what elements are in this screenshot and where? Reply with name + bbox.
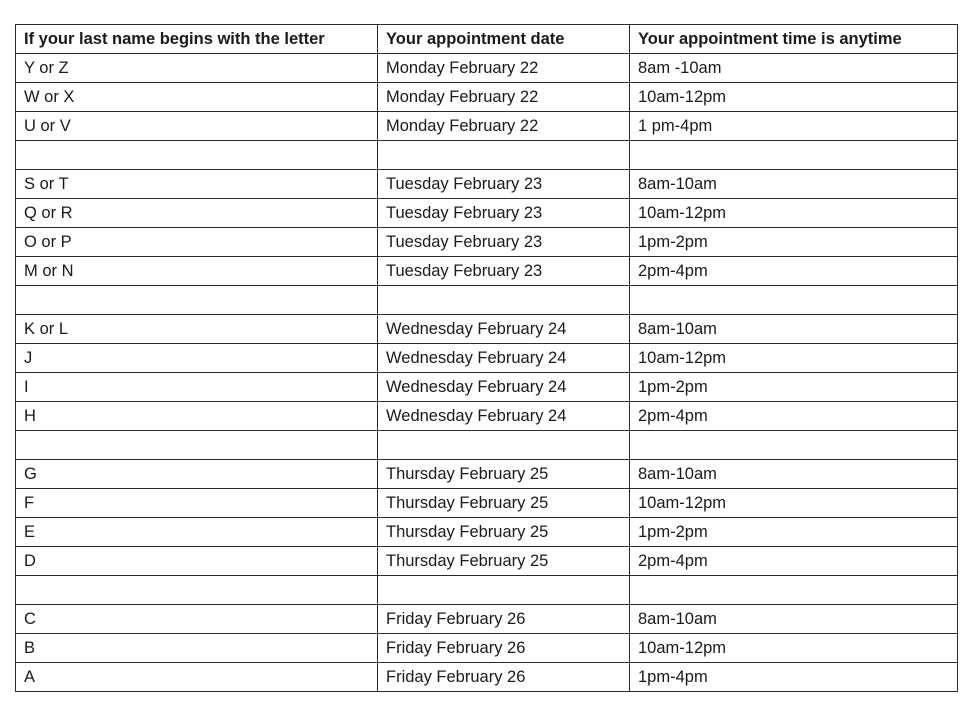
table-body bbox=[16, 54, 958, 692]
table-row bbox=[16, 199, 958, 228]
cell-date: Tuesday February 23 bbox=[378, 170, 630, 199]
cell-date: Monday February 22 bbox=[378, 83, 630, 112]
cell-time bbox=[630, 431, 958, 460]
table-row bbox=[16, 112, 958, 141]
spacer-row bbox=[16, 431, 958, 460]
cell-time bbox=[630, 286, 958, 315]
table-row bbox=[16, 83, 958, 112]
cell-letters: O or P bbox=[16, 228, 378, 257]
cell-letters: S or T bbox=[16, 170, 378, 199]
cell-time bbox=[630, 576, 958, 605]
cell-time: 1pm-2pm bbox=[630, 518, 958, 547]
cell-date: Monday February 22 bbox=[378, 112, 630, 141]
header-appointment-time: Your appointment time is anytime bbox=[630, 25, 958, 54]
table-row bbox=[16, 257, 958, 286]
cell-time: 8am-10am bbox=[630, 605, 958, 634]
cell-time: 2pm-4pm bbox=[630, 547, 958, 576]
cell-time: 8am -10am bbox=[630, 54, 958, 83]
table-row bbox=[16, 373, 958, 402]
cell-date: Tuesday February 23 bbox=[378, 228, 630, 257]
header-row bbox=[16, 25, 958, 54]
table-row bbox=[16, 460, 958, 489]
cell-date: Tuesday February 23 bbox=[378, 199, 630, 228]
cell-date: Thursday February 25 bbox=[378, 489, 630, 518]
cell-letters: M or N bbox=[16, 257, 378, 286]
table-row bbox=[16, 170, 958, 199]
cell-time: 10am-12pm bbox=[630, 83, 958, 112]
cell-letters: F bbox=[16, 489, 378, 518]
table-row bbox=[16, 489, 958, 518]
cell-date bbox=[378, 431, 630, 460]
cell-letters: D bbox=[16, 547, 378, 576]
appointment-schedule-table bbox=[15, 24, 958, 692]
cell-letters: C bbox=[16, 605, 378, 634]
table-row bbox=[16, 634, 958, 663]
cell-time: 10am-12pm bbox=[630, 344, 958, 373]
cell-time: 2pm-4pm bbox=[630, 402, 958, 431]
cell-letters: Q or R bbox=[16, 199, 378, 228]
cell-date: Wednesday February 24 bbox=[378, 315, 630, 344]
cell-date: Tuesday February 23 bbox=[378, 257, 630, 286]
cell-time: 2pm-4pm bbox=[630, 257, 958, 286]
cell-letters: H bbox=[16, 402, 378, 431]
cell-letters bbox=[16, 141, 378, 170]
cell-time: 8am-10am bbox=[630, 170, 958, 199]
cell-date bbox=[378, 141, 630, 170]
cell-date: Thursday February 25 bbox=[378, 547, 630, 576]
table-row bbox=[16, 315, 958, 344]
cell-time: 10am-12pm bbox=[630, 489, 958, 518]
spacer-row bbox=[16, 576, 958, 605]
cell-time: 1 pm-4pm bbox=[630, 112, 958, 141]
header-appointment-date: Your appointment date bbox=[378, 25, 630, 54]
cell-letters: W or X bbox=[16, 83, 378, 112]
cell-date: Wednesday February 24 bbox=[378, 344, 630, 373]
cell-letters: U or V bbox=[16, 112, 378, 141]
cell-time: 10am-12pm bbox=[630, 199, 958, 228]
cell-letters: K or L bbox=[16, 315, 378, 344]
cell-date bbox=[378, 576, 630, 605]
cell-date: Friday February 26 bbox=[378, 605, 630, 634]
cell-date: Monday February 22 bbox=[378, 54, 630, 83]
cell-letters bbox=[16, 431, 378, 460]
cell-letters bbox=[16, 286, 378, 315]
cell-letters: Y or Z bbox=[16, 54, 378, 83]
cell-date: Thursday February 25 bbox=[378, 518, 630, 547]
cell-date: Friday February 26 bbox=[378, 634, 630, 663]
cell-letters: G bbox=[16, 460, 378, 489]
cell-time bbox=[630, 141, 958, 170]
spacer-row bbox=[16, 286, 958, 315]
cell-letters: J bbox=[16, 344, 378, 373]
table-row bbox=[16, 605, 958, 634]
cell-letters bbox=[16, 576, 378, 605]
cell-time: 10am-12pm bbox=[630, 634, 958, 663]
table-row bbox=[16, 344, 958, 373]
table-row bbox=[16, 547, 958, 576]
cell-time: 8am-10am bbox=[630, 460, 958, 489]
cell-letters: A bbox=[16, 663, 378, 692]
table-row bbox=[16, 518, 958, 547]
cell-date: Thursday February 25 bbox=[378, 460, 630, 489]
table-header bbox=[16, 25, 958, 54]
table-row bbox=[16, 228, 958, 257]
cell-letters: I bbox=[16, 373, 378, 402]
cell-letters: B bbox=[16, 634, 378, 663]
cell-time: 8am-10am bbox=[630, 315, 958, 344]
cell-date: Friday February 26 bbox=[378, 663, 630, 692]
spacer-row bbox=[16, 141, 958, 170]
cell-time: 1pm-2pm bbox=[630, 373, 958, 402]
header-last-name-letter: If your last name begins with the letter bbox=[16, 25, 378, 54]
table-row bbox=[16, 663, 958, 692]
cell-date: Wednesday February 24 bbox=[378, 373, 630, 402]
cell-letters: E bbox=[16, 518, 378, 547]
cell-date: Wednesday February 24 bbox=[378, 402, 630, 431]
table-row bbox=[16, 54, 958, 83]
table-row bbox=[16, 402, 958, 431]
cell-date bbox=[378, 286, 630, 315]
cell-time: 1pm-2pm bbox=[630, 228, 958, 257]
cell-time: 1pm-4pm bbox=[630, 663, 958, 692]
